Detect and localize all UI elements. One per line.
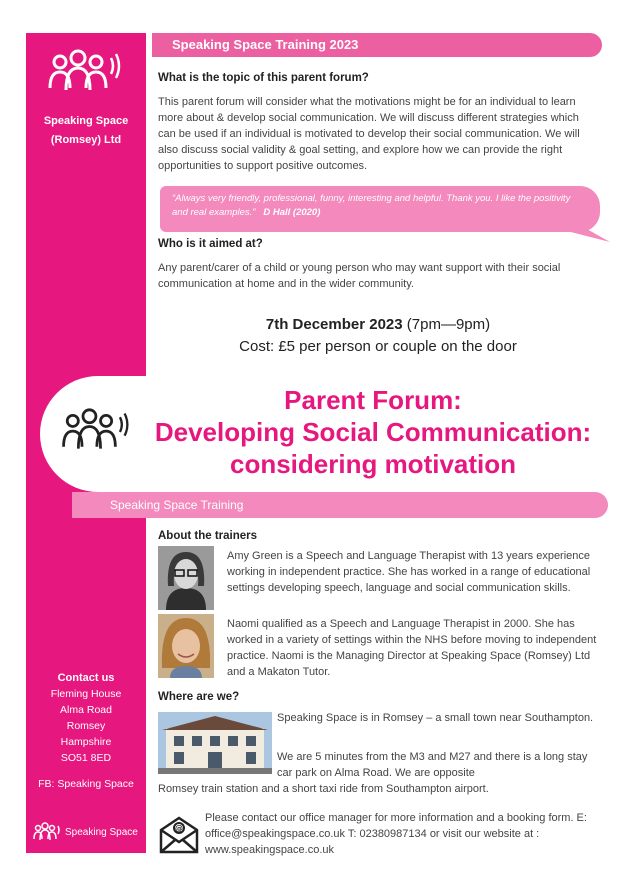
page-title <box>138 384 608 480</box>
location-line3: Romsey train station and a short taxi ride from Southampton airport. <box>158 783 489 795</box>
location-heading: Where are we? <box>158 691 240 703</box>
speaking-people-logo-icon <box>44 48 124 98</box>
quote-author: D Hall (2020) <box>263 207 321 218</box>
facebook-link[interactable]: FB: Speaking Space <box>38 778 134 790</box>
contact-address <box>30 686 142 766</box>
footer-logo-text: Speaking Space <box>65 827 138 838</box>
title-line1: Parent Forum: <box>284 385 462 415</box>
address-line2: Alma Road <box>60 704 112 716</box>
contact-title: Contact us <box>57 672 115 684</box>
svg-text:@: @ <box>175 824 183 833</box>
location-line2: We are 5 minutes from the M3 and M27 and there is a long stay car park on Alma Road. We are opposite <box>277 751 588 779</box>
speaking-people-logo-icon <box>32 822 62 842</box>
naomi-photo <box>158 614 214 678</box>
footer-contact-text: Please contact our office manager for more information and a booking form. E: office@speakingspace.co.uk T: 02380987134 or visit our website at : www.speakingspace.co.uk <box>205 812 587 856</box>
title-line3: considering motivation <box>229 449 517 479</box>
testimonial-quote <box>160 186 600 232</box>
amy-photo <box>158 546 214 610</box>
event-time: (7pm—9pm) <box>406 316 491 333</box>
event-date-line <box>158 316 598 333</box>
event-cost: Cost: £5 per person or couple on the door <box>239 338 517 355</box>
address-line3: Romsey <box>66 720 106 732</box>
romsey-building-photo <box>158 712 272 774</box>
address-line1: Fleming House <box>50 688 122 700</box>
topic-question: What is the topic of this parent forum? <box>158 72 369 84</box>
mail-icon <box>158 812 200 856</box>
strip-label: Speaking Space Training <box>110 498 244 512</box>
audience-question: Who is it aimed at? <box>158 238 263 250</box>
org-name-line1: Speaking Space <box>43 115 129 127</box>
amy-bio: Amy Green is a Speech and Language Therapist with 13 years experience working in independent practice. She has worked in a range of educational settings developing speech, language and social communication skills. <box>227 550 591 594</box>
training-strip <box>72 492 608 518</box>
address-line5: SO51 8ED <box>60 752 112 764</box>
location-line1: Speaking Space is in Romsey – a small town near Southampton. <box>277 712 594 724</box>
trainers-heading: About the trainers <box>158 530 258 542</box>
address-line4: Hampshire <box>60 736 112 748</box>
title-line2: Developing Social Communication: <box>154 417 592 447</box>
org-name-line2: (Romsey) Ltd <box>50 134 122 146</box>
audience-answer: Any parent/carer of a child or young person who may want support with their social communication at home and in the wider community. <box>158 262 561 290</box>
event-date: 7th December 2023 <box>265 316 403 333</box>
speaking-people-logo-icon <box>58 404 132 460</box>
org-name <box>30 112 142 150</box>
topic-answer: This parent forum will consider what the motivations might be for an individual to learn more about & develop social communication. We will discuss different strategies which can be used if an individual is motivated to develop their social communication. We will also discuss social validity & goal setting, and explore how we can provide the right opportunities to support positive outcomes. <box>158 96 580 172</box>
header-title: Speaking Space Training 2023 <box>172 37 359 52</box>
naomi-bio: Naomi qualified as a Speech and Language Therapist in 2000. She has worked in a variety of settings within the NHS before moving to independent practice. Naomi is the Managing Director at Speaking Space (Romsey) Ltd and a Makaton Tutor. <box>227 618 597 678</box>
quote-text: “Always very friendly, professional, funny, interesting and helpful. Thank you. I like the positivity and real examples.” <box>172 193 571 218</box>
header-bar <box>152 33 602 57</box>
